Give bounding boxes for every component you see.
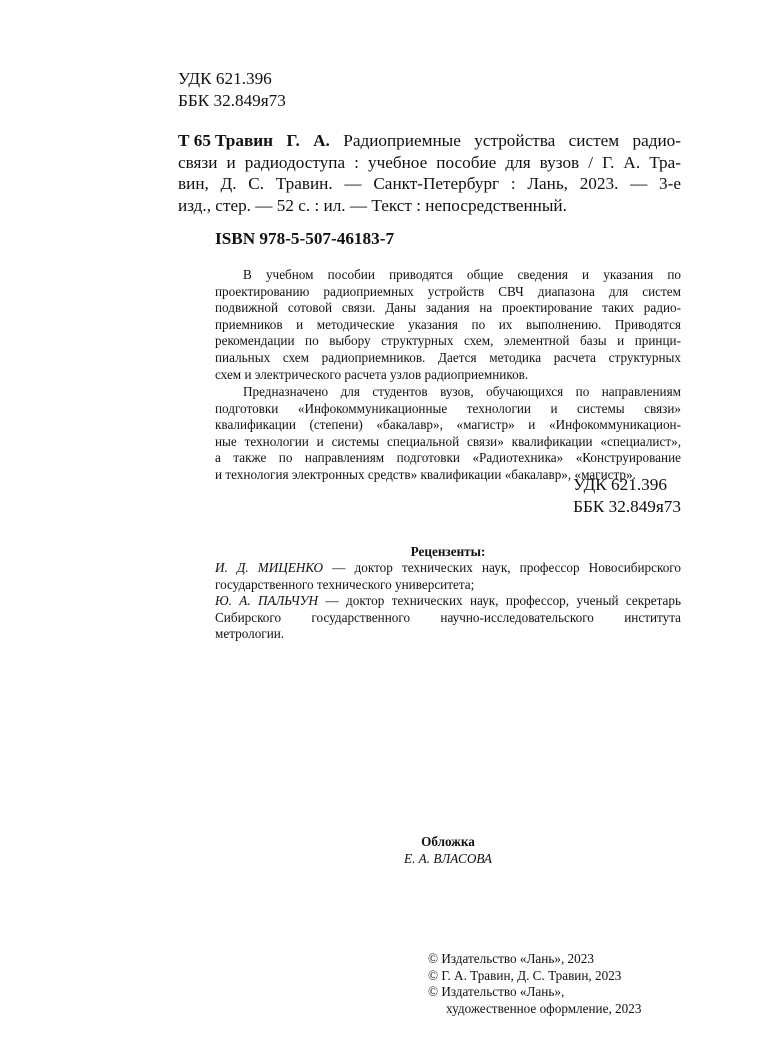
isbn: ISBN 978-5-507-46183-7	[215, 229, 395, 248]
top-classification	[178, 68, 286, 111]
abstract-paragraph-1	[215, 267, 681, 383]
record-line: вин, Д. С. Травин. — Санкт-Петербург : Лань, 2023. — 3-е	[178, 174, 681, 193]
abstract-line: ные технологии и системы специальной связи» квалификации «специалист»,	[215, 433, 681, 449]
cover-credit	[215, 834, 681, 867]
bbk-code: ББК 32.849я73	[178, 90, 286, 110]
copyright-block	[428, 951, 641, 1017]
abstract-line: Предназначено для студентов вузов, обучающихся по направлениям	[243, 384, 681, 399]
abstract-line: подготовки «Инфокоммуникационные технологии и системы связи»	[215, 400, 681, 416]
abstract-line: пиальных схем радиоприемников. Дается методика расчета структурных	[215, 349, 681, 365]
reviewer-1-line: И. Д. МИЦЕНКО — доктор технических наук, профессор Новосибирского	[215, 560, 681, 575]
abstract-line: приемников и методические указания по их выполнению. Приводятся	[215, 316, 681, 332]
abstract-line: рекомендации по выбору структурных схем, элементной базы и принци-	[215, 333, 681, 349]
copyright-line: © Г. А. Травин, Д. С. Травин, 2023	[428, 967, 622, 983]
reviewer-2-line: Сибирского государственного научно-исследовательского института	[215, 609, 681, 625]
copyright-line: художественное оформление, 2023	[446, 1000, 642, 1016]
reviewers-list	[215, 560, 681, 643]
udk-code: УДК 621.396	[573, 475, 667, 494]
cover-label: Обложка	[421, 834, 475, 849]
record-line: Травин Г. А. Радиоприемные устройства систем радио-	[215, 131, 681, 150]
abstract-line: проектированию радиоприемных устройств СВЧ диапазона для систем	[215, 283, 681, 299]
udk-code: УДК 621.396	[178, 69, 272, 88]
author-sign-code: Т 65	[178, 131, 211, 150]
reviewer-1-line: государственного технического университета;	[215, 576, 475, 592]
cover-designer: Е. А. ВЛАСОВА	[404, 850, 492, 866]
record-author: Травин Г. А.	[215, 131, 330, 150]
copyright-line: © Издательство «Лань»,	[428, 984, 565, 1000]
abstract-line: и технология электронных средств» квалификации «бакалавр», «магистр».	[215, 466, 636, 482]
bbk-code: ББК 32.849я73	[573, 496, 681, 516]
record-line: изд., стер. — 52 с. : ил. — Текст : непосредственный.	[178, 195, 567, 215]
abstract-line: квалификации (степени) «бакалавр», «магистр» и «Инфокоммуникацион-	[215, 417, 681, 433]
abstract-line: а также по направлениям подготовки «Радиотехника» «Конструирование	[215, 450, 681, 466]
bottom-classification	[573, 474, 681, 517]
record-line: связи и радиодоступа : учебное пособие для вузов / Г. А. Тра-	[178, 152, 681, 172]
copyright-line: © Издательство «Лань», 2023	[428, 951, 594, 966]
reviewers-heading: Рецензенты:	[410, 544, 486, 559]
reviewer-1-name: И. Д. МИЦЕНКО	[215, 560, 324, 575]
reviewer-2-line: Ю. А. ПАЛЬЧУН — доктор технических наук, профессор, ученый секретарь	[215, 593, 681, 609]
abstract-paragraph-2	[215, 384, 681, 484]
abstract-line: схем и электрического расчета узлов радиоприемников.	[215, 366, 529, 382]
reviewer-2-name: Ю. А. ПАЛЬЧУН	[215, 593, 319, 609]
abstract-line: В учебном пособии приводятся общие сведения и указания по	[243, 267, 681, 282]
abstract-line: подвижной сотовой связи. Даны задания на проектирование таких радио-	[215, 300, 681, 316]
reviewer-2-line: метрологии.	[215, 626, 285, 642]
